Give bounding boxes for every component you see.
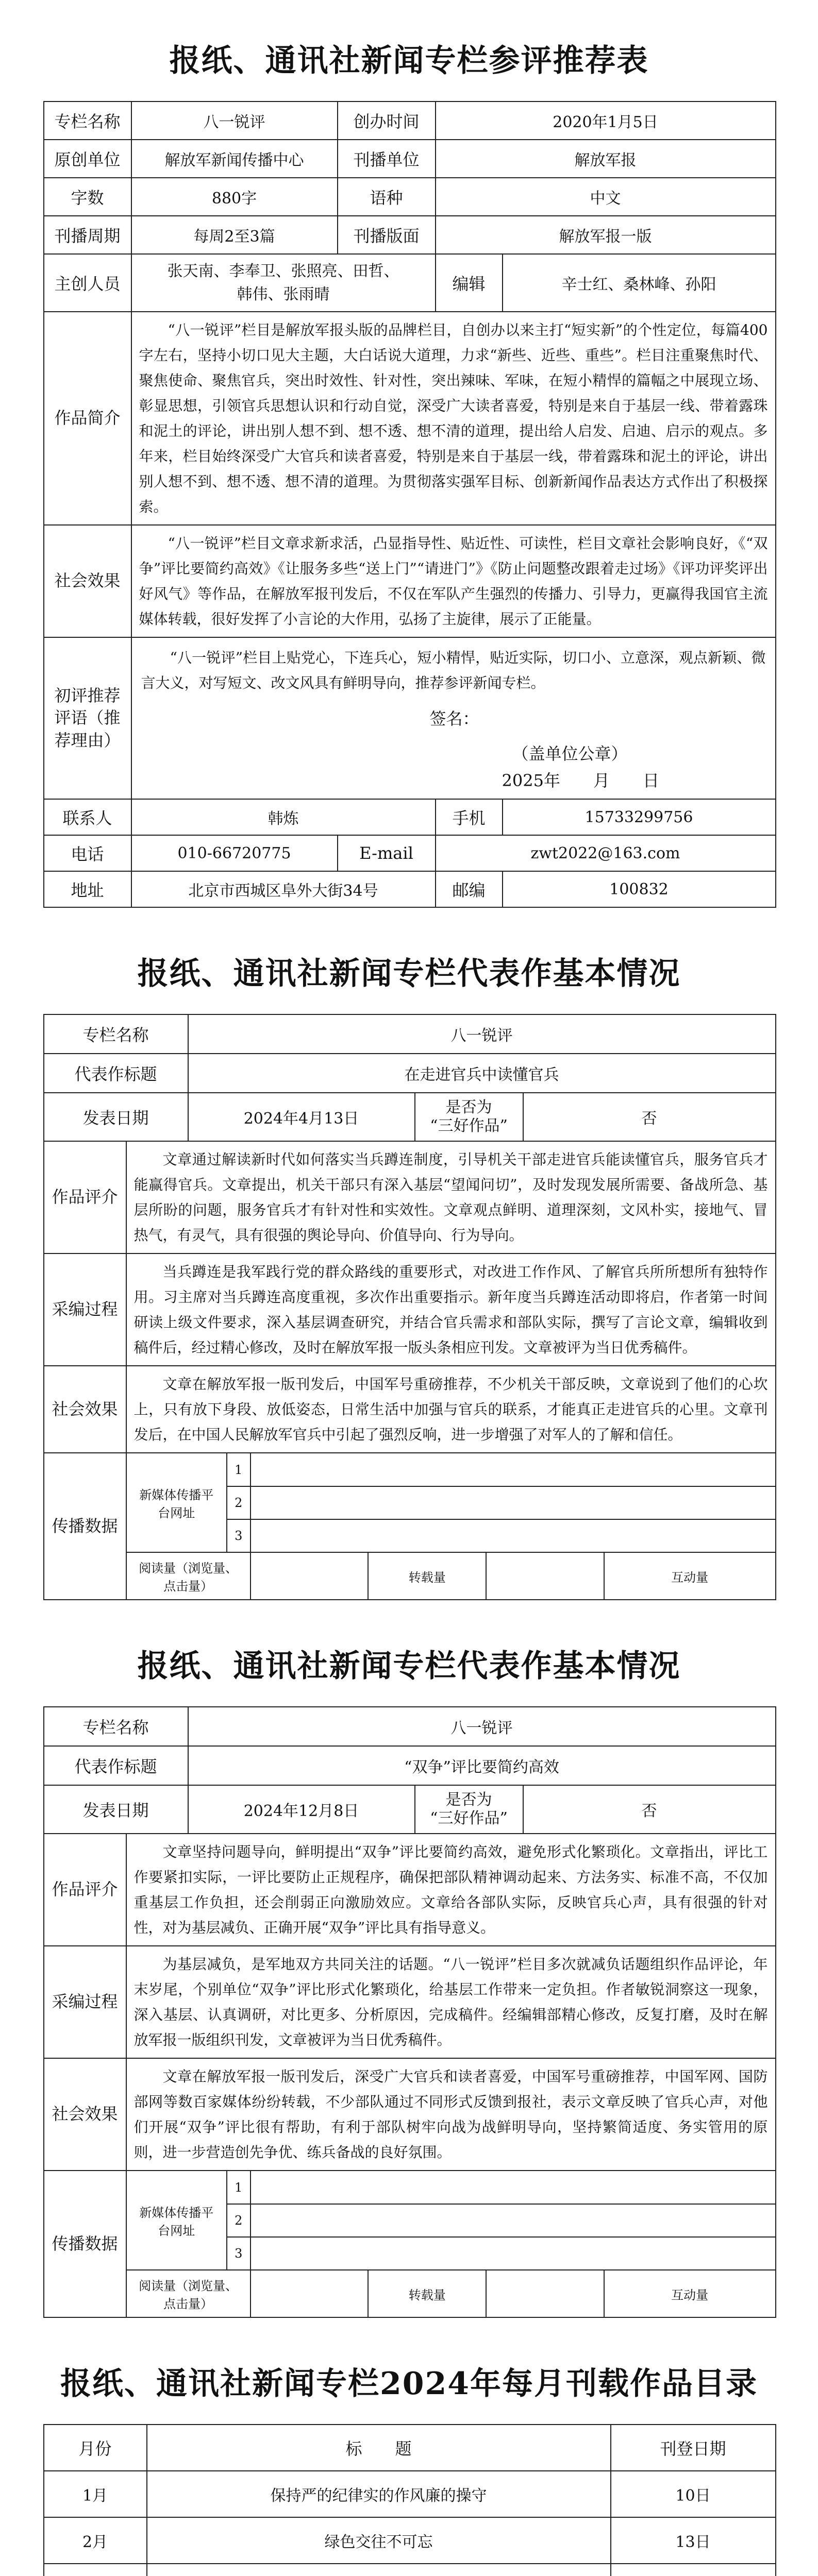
addr-value: 北京市西城区阜外大街34号 — [131, 871, 436, 907]
monthly-catalog — [43, 2359, 775, 2576]
three-good-label-1: 是否为 — [445, 1791, 492, 1809]
zip-label: 邮编 — [436, 871, 503, 907]
url-index-1: 1 — [227, 2171, 251, 2204]
lang-label: 语种 — [338, 178, 436, 216]
intro-label: 作品简介 — [44, 312, 131, 525]
newmedia-label: 新媒体传播平台网址 — [127, 2171, 227, 2270]
col-value: 八一锐评 — [188, 1014, 776, 1054]
date-label: 发表日期 — [44, 1093, 188, 1141]
url-value-2 — [251, 2204, 775, 2237]
url-value-1 — [251, 2171, 775, 2204]
row-title: 保持严的纪律实的作风廉的操守 — [147, 2471, 611, 2517]
representative-work-1 — [43, 949, 775, 1600]
read-value — [251, 1552, 369, 1599]
orig-unit-value: 解放军新闻传播中心 — [131, 140, 338, 178]
three-good-label — [415, 1785, 523, 1834]
row-month — [44, 2564, 147, 2576]
url-index-2: 2 — [227, 2204, 251, 2237]
spread-cell — [126, 2171, 776, 2317]
repost-value — [486, 1552, 604, 1599]
effect-text: “八一锐评”栏目文章求新求活，凸显指导性、贴近性、可读性，栏目文章社会影响良好，《“双争”评比要简约高效》《让服务多些“送上门”“请进门”》《防止问题整改跟着走过场》《评功评奖评出好风气》等作品，在解放军报刊发后，不仅在军队产生强烈的传播力、引导力，更赢得我国官主流媒体转载，很好发挥了小言论的大作用，弘扬了主旋律，展示了正能量。 — [131, 525, 776, 637]
url-value-3 — [251, 2237, 775, 2270]
three-good-label — [415, 1093, 523, 1141]
spread-label: 传播数据 — [44, 2171, 126, 2317]
creators-line-1: 张天南、李奉卫、张照亮、田哲、 — [167, 262, 399, 280]
read-label: 阅读量（浏览量、点击量） — [127, 1552, 251, 1599]
recommendation-table — [43, 101, 776, 908]
three-good-value: 否 — [523, 1093, 776, 1141]
words-value: 880字 — [131, 178, 338, 216]
effect-label: 社会效果 — [44, 525, 131, 637]
zip-value: 100832 — [503, 871, 776, 907]
three-good-value: 否 — [523, 1785, 776, 1834]
cycle-label: 刊播周期 — [44, 216, 131, 254]
rec-cell — [131, 637, 776, 799]
work-table-2 — [43, 1706, 776, 2318]
founded-value: 2020年1月5日 — [436, 101, 776, 140]
url-value-2 — [251, 1486, 775, 1519]
section-title: 报纸、通讯社新闻专栏代表作基本情况 — [137, 1648, 681, 1684]
eval-label: 作品评介 — [44, 1141, 126, 1253]
social-effect-text: 文章在解放军报一版刊发后，深受广大官兵和读者喜爱，中国军号重磅推荐，中国军网、国防部网等数百家媒体纷纷转载，不少部队通过不同形式反馈到报社，表示文章反映了官兵心声，对他们开展“双争”评比很有帮助，有利于部队树牢向战为战鲜明导向，坚持繁简适度、务实管用的原则，进一步营造创先争优、练兵备战的良好氛围。 — [126, 2058, 776, 2171]
row-title: 绿色交往不可忘 — [147, 2517, 611, 2564]
three-good-label-1: 是否为 — [445, 1098, 492, 1116]
header-month: 月份 — [44, 2425, 147, 2471]
page-value: 解放军报一版 — [436, 216, 776, 254]
url-index-3: 3 — [227, 2237, 251, 2270]
row-title — [147, 2564, 611, 2576]
seal-text: （盖单位公章） — [512, 744, 628, 764]
spread-table — [127, 1453, 775, 1599]
col-label: 专栏名称 — [44, 1014, 188, 1054]
rec-text: “八一锐评”栏目上贴党心，下连兵心，短小精悍，贴近实际，切口小、立意深，观点新颖、微言大义，对写短文、改文风具有鲜明导向，推荐参评新闻专栏。 — [141, 649, 766, 691]
row-date: 10日 — [611, 2471, 776, 2517]
representative-work-2 — [43, 1641, 775, 2318]
process-label: 采编过程 — [44, 1253, 126, 1366]
social-effect-label: 社会效果 — [44, 2058, 126, 2171]
lang-value: 中文 — [436, 178, 776, 216]
row-date — [611, 2564, 776, 2576]
phone-label: 电话 — [44, 835, 131, 871]
addr-label: 地址 — [44, 871, 131, 907]
pub-unit-value: 解放军报 — [436, 140, 776, 178]
intro-text: “八一锐评”栏目是解放军报头版的品牌栏目，自创办以来主打“短实新”的个性定位，每篇400字左右，坚持小切口见大主题，大白话说大道理，力求“新些、近些、重些”。栏目注重聚焦时代、聚焦使命、聚焦官兵，突出时效性、针对性，突出辣味、军味，在短小精悍的篇幅之中展现立场、彰显思想，引领官兵思想认识和行动自觉，深受广大读者喜爱，特别是来自于基层一线、带着露珠和泥土的评论，讲出别人想不到、想不透、想不清的道理，提出给人启发、启迪、启示的观点。多年来，栏目始终深受广大官兵和读者喜爱，特别是来自于基层一线，带着露珠和泥土的评论，讲出别人想不到、想不透、想不清的道理。为贯彻落实强军目标、创新新闻作品表达方式作出了积极探索。 — [131, 312, 776, 525]
words-label: 字数 — [44, 178, 131, 216]
rec-label: 初评推荐评语（推荐理由） — [44, 637, 131, 799]
phone-value: 010-66720775 — [131, 835, 338, 871]
repost-label: 转载量 — [368, 2270, 486, 2317]
work-value: “双争”评比要简约高效 — [188, 1746, 776, 1785]
interact-label: 互动量 — [604, 1552, 775, 1599]
section-title: 报纸、通讯社新闻专栏2024年每月刊载作品目录 — [60, 2366, 758, 2402]
form-title: 报纸、通讯社新闻专栏参评推荐表 — [169, 43, 649, 79]
work-label: 代表作标题 — [44, 1054, 188, 1093]
date-label: 发表日期 — [44, 1785, 188, 1834]
editor-label: 编辑 — [436, 254, 503, 312]
recommendation-form — [43, 36, 775, 908]
founded-label: 创办时间 — [338, 101, 436, 140]
column-name-value: 八一锐评 — [131, 101, 338, 140]
spread-label: 传播数据 — [44, 1453, 126, 1600]
creators-value — [131, 254, 436, 312]
read-label: 阅读量（浏览量、点击量） — [127, 2270, 251, 2317]
contact-value: 韩炼 — [131, 799, 436, 835]
mobile-value: 15733299756 — [503, 799, 776, 835]
contact-label: 联系人 — [44, 799, 131, 835]
table-row — [44, 2517, 776, 2564]
spread-cell — [126, 1453, 776, 1600]
work-value: 在走进官兵中读懂官兵 — [188, 1054, 776, 1093]
table-row — [44, 2564, 776, 2576]
social-effect-text: 文章在解放军报一版刊发后，中国军号重磅推荐，不少机关干部反映，文章说到了他们的心坎上，只有放下身段、放低姿态，日常生活中加强与官兵的联系，才能真正走进官兵的心里。文章刊发后，在中国人民解放军官兵中引起了强烈反响，进一步增强了对军人的了解和信任。 — [126, 1366, 776, 1453]
spread-table — [127, 2171, 775, 2317]
editor-value: 辛士红、桑林峰、孙阳 — [503, 254, 776, 312]
catalog-table — [43, 2424, 776, 2576]
url-value-3 — [251, 1519, 775, 1552]
process-text: 为基层减负，是军地双方共同关注的话题。“八一锐评”栏目多次就减负话题组织作品评论，年末岁尾，个别单位“双争”评比形式化繁琐化，给基层工作带来一定负担。作者敏锐洞察这一现象，深入基层、认真调研，对比更多、分析原因，完成稿件。经编辑部精心修改，反复打磨，及时在解放军报一版组织刊发，文章被评为当日优秀稿件。 — [126, 1946, 776, 2058]
page-label: 刊播版面 — [338, 216, 436, 254]
process-text: 当兵蹲连是我军践行党的群众路线的重要形式，对改进工作作风、了解官兵所所想所有独特作用。习主席对当兵蹲连高度重视，多次作出重要指示。新年度当兵蹲连活动即将启，作者第一时间研读上级文件要求，深入基层调查研究，并结合官兵需求和部队实际，撰写了言论文章，编辑收到稿件后，经过精心修改，及时在解放军报一版头条相应刊发。文章被评为当日优秀稿件。 — [126, 1253, 776, 1366]
url-index-3: 3 — [227, 1519, 251, 1552]
cycle-value: 每周2至3篇 — [131, 216, 338, 254]
url-index-1: 1 — [227, 1453, 251, 1486]
three-good-label-2: “三好作品” — [430, 1117, 508, 1135]
header-date: 刊登日期 — [611, 2425, 776, 2471]
date-value: 2024年12月8日 — [188, 1785, 415, 1834]
row-month: 2月 — [44, 2517, 147, 2564]
repost-label: 转载量 — [368, 1552, 486, 1599]
url-index-2: 2 — [227, 1486, 251, 1519]
work-table-1 — [43, 1014, 776, 1600]
work-label: 代表作标题 — [44, 1746, 188, 1785]
row-month: 1月 — [44, 2471, 147, 2517]
three-good-label-2: “三好作品” — [430, 1809, 508, 1827]
header-title: 标 题 — [147, 2425, 611, 2471]
url-value-1 — [251, 1453, 775, 1486]
row-date: 13日 — [611, 2517, 776, 2564]
interact-label: 互动量 — [604, 2270, 775, 2317]
date-value: 2024年4月13日 — [188, 1093, 415, 1141]
sign-label: 签名： — [429, 709, 479, 728]
pub-unit-label: 刊播单位 — [338, 140, 436, 178]
column-name-label: 专栏名称 — [44, 101, 131, 140]
eval-text: 文章坚持问题导向，鲜明提出“双争”评比要简约高效，避免形式化繁琐化。文章指出，评比工作要紧扣实际，一评比要防止正规程序，确保把部队精神调动起来、方法务实、标准不高，不仅加重基层工作负担，还会削弱正向激励效应。文章给各部队实际，反映官兵心声，具有很强的针对性，对为基层减负、正确开展“双争”评比具有指导意义。 — [126, 1834, 776, 1946]
newmedia-label: 新媒体传播平台网址 — [127, 1453, 227, 1552]
creators-label: 主创人员 — [44, 254, 131, 312]
repost-value — [486, 2270, 604, 2317]
table-row — [44, 2471, 776, 2517]
sign-date: 2025年 月 日 — [502, 771, 659, 790]
creators-line-2: 韩伟、张雨晴 — [237, 285, 330, 303]
email-label: E-mail — [338, 835, 436, 871]
read-value — [251, 2270, 369, 2317]
section-title: 报纸、通讯社新闻专栏代表作基本情况 — [137, 956, 681, 992]
eval-label: 作品评介 — [44, 1834, 126, 1946]
col-value: 八一锐评 — [188, 1707, 776, 1746]
process-label: 采编过程 — [44, 1946, 126, 2058]
col-label: 专栏名称 — [44, 1707, 188, 1746]
mobile-label: 手机 — [436, 799, 503, 835]
orig-unit-label: 原创单位 — [44, 140, 131, 178]
email-value: zwt2022@163.com — [436, 835, 776, 871]
social-effect-label: 社会效果 — [44, 1366, 126, 1453]
eval-text: 文章通过解读新时代如何落实当兵蹲连制度，引导机关干部走进官兵能读懂官兵，服务官兵才能赢得官兵。文章提出，机关干部只有深入基层“望闻问切”，及时发现发展所需要、备战所急、基层所盼的问题，服务官兵才有针对性和实效性。文章观点鲜明、道理深刻，文风朴实，接地气、冒热气，有灵气，具有很强的舆论导向、价值导向、行为导向。 — [126, 1141, 776, 1253]
